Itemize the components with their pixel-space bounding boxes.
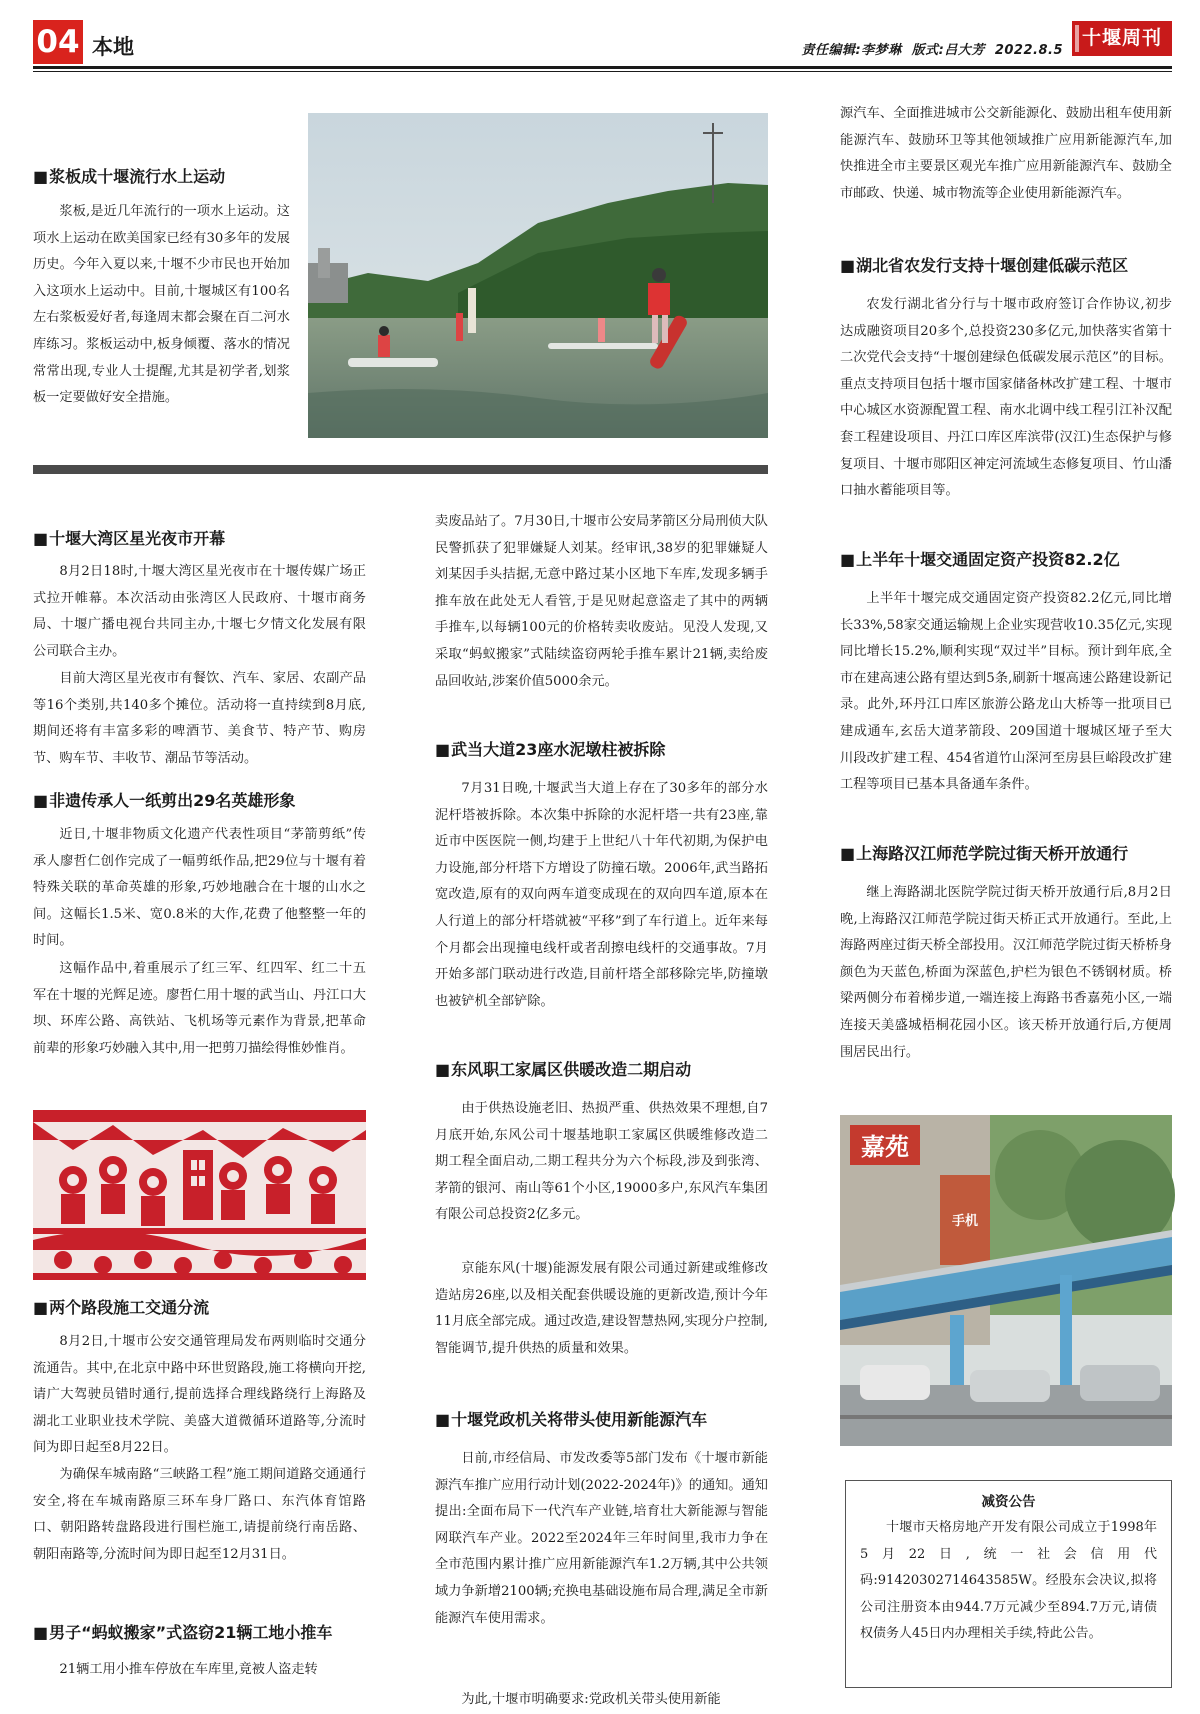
headline: ■ 上半年十堰交通固定资产投资82.2亿 xyxy=(840,548,1172,572)
article-heating xyxy=(435,1058,768,1391)
article-paddle xyxy=(33,165,290,439)
headline: ■ 男子“蚂蚁搬家”式盗窃21辆工地小推车 xyxy=(33,1621,366,1645)
body-text-2: 目前大湾区星光夜市有餐饮、汽车、家居、农副产品等16个类别,共140多个摊位。活动将一直持续到8月底,期间还将有丰富多彩的啤酒节、美食节、特产节、购房节、购车节、丰收节、潮品节等活动。 xyxy=(33,671,366,766)
body-text-1: 8月2日18时,十堰大湾区星光夜市在十堰传媒广场正式拉开帷幕。本次活动由张湾区人民政府、十堰市商务局、十堰广播电视台共同主办,十堰七夕情文化发展有限公司联合主办。 xyxy=(33,564,366,659)
body-text-2: 为此,十堰市明确要求:党政机关带头使用新能 xyxy=(461,1692,721,1707)
body-text-1: 8月2日,十堰市公安交通管理局发布两则临时交通分流通告。其中,在北京中路中环世贸路段,施工将横向开挖,请广大驾驶员错时通行,提前选择合理线路绕行上海路及湖北工业职业技术学院、美盛大道微循环道路等,分流时间为即日起至8月22日。 xyxy=(33,1334,366,1456)
notice-body: 十堰市天格房地产开发有限公司成立于1998年5月22日,统一社会信用代码:91420302714643585W。经股东会决议,拟将公司注册资本由944.7万元减少至894.7万元,请债权债务人45日内办理相关手续,特此公告。 xyxy=(860,1520,1157,1641)
publication-logo: 十堰周刊 xyxy=(1072,21,1172,56)
body-text-1: 近日,十堰非物质文化遗产代表性项目“茅箭剪纸”传承人廖哲仁创作完成了一幅剪纸作品,把29位与十堰有着特殊关联的革命英雄的形象,巧妙地融合在十堰的山水之间。这幅长1.5米、宽0.8米的大作,花费了他整整一年的时间。 xyxy=(33,827,366,949)
body-text: 7月31日晚,十堰武当大道上存在了30多年的部分水泥杆塔被拆除。本次集中拆除的水泥杆塔一共有23座,靠近市中医医院一侧,均建于上世纪八十年代初期,为保护电力设施,部分杆塔下方增设了防撞石墩。2006年,武当路拓宽改造,原有的双向两车道变成现在的双向四车道,原本在人行道上的部分杆塔就被“平移”到了车行道上。近年来每个月都会出现撞电线杆或者刮擦电线杆的交通事故。7月开始多部门联动进行改造,目前杆塔全部移除完毕,防撞墩也被铲机全部铲除。 xyxy=(435,781,768,1009)
body-text-1: 21辆工用小推车停放在车库里,竟被人盗走转 xyxy=(59,1662,318,1677)
headline: ■ 十堰党政机关将带头使用新能源汽车 xyxy=(435,1408,768,1432)
article-bridge xyxy=(840,842,1172,1095)
article-nev xyxy=(435,1408,768,1714)
bridge-sign-text-2: 手机 xyxy=(951,1214,979,1229)
body-text-2: 为确保车城南路“三峡路工程”施工期间道路交通通行安全,将在车城南路原三环车身厂路口、东汽体育馆路口、朝阳路转盘路段进行围栏施工,请提前绕行南岳路、朝阳南路等,分流时间为即日起至12月31日。 xyxy=(33,1467,366,1562)
papercut-artwork-photo xyxy=(33,1110,366,1280)
pedestrian-bridge-photo xyxy=(840,1115,1172,1446)
article-theft xyxy=(33,1621,366,1684)
credits xyxy=(791,39,1063,58)
article-investment xyxy=(840,548,1172,853)
body-text: 继上海路湖北医院学院过街天桥开放通行后,8月2日晚,上海路汉江师范学院过街天桥正式开放通行。至此,上海路两座过街天桥全部投用。汉江师范学院过街天桥桥身颜色为天蓝色,桥面为深蓝色,护栏为银色不锈钢材质。桥梁两侧分布着梯步道,一端连接上海路书香嘉苑小区,一端连接天美盛城梧桐花园小区。该天桥开放通行后,方便周围居民出行。 xyxy=(840,885,1172,1060)
body-text-cont: 源汽车、全面推进城市公交新能源化、鼓励出租车使用新能源汽车、鼓励环卫等其他领域推广应用新能源汽车,加快推进全市主要景区观光车推广应用新能源汽车、鼓励全市邮政、快递、城市物流等企业使用新能源汽车。 xyxy=(840,106,1172,201)
header-rule-thin xyxy=(33,71,1172,72)
page-number: 04 xyxy=(33,20,83,64)
layout-credit: 版式:吕大芳 xyxy=(911,43,985,58)
article-papercut xyxy=(33,789,366,1090)
paddleboard-photo xyxy=(308,113,768,438)
capital-reduction-notice xyxy=(845,1480,1172,1688)
article-nev-continued xyxy=(840,101,1172,236)
headline: ■ 两个路段施工交通分流 xyxy=(33,1296,366,1320)
body-text: 农发行湖北省分行与十堰市政府签订合作协议,初步达成融资项目20多个,总投资230多亿元,加快落实省第十二次党代会支持“十堰创建绿色低碳发展示范区”的目标。重点支持项目包括十堰市国家储备林改扩建工程、十堰市中心城区水资源配置工程、南水北调中线工程引江补汉配套工程建设项目、丹江口库区库滨带(汉江)生态保护与修复项目、十堰市郧阳区神定河流域生态修复项目、竹山潘口抽水蓄能项目等。 xyxy=(840,297,1172,499)
body-text: 浆板,是近几年流行的一项水上运动。这项水上运动在欧美国家已经有30多年的发展历史。今年入夏以来,十堰不少市民也开始加入这项水上运动中。目前,十堰城区有100名左右浆板爱好者,每逢周末都会聚在百二河水库练习。浆板运动中,板身倾覆、落水的情况常常出现,专业人士提醒,尤其是初学者,划浆板一定要做好安全措施。 xyxy=(33,204,290,406)
headline: ■ 十堰大湾区星光夜市开幕 xyxy=(33,527,366,551)
body-text: 上半年十堰完成交通固定资产投资82.2亿元,同比增长33%,58家交通运输规上企业实现营收10.35亿元,实现同比增长15.2%,顺利实现“双过半”目标。预计到年底,全市在建高速公路有望达到5条,刷新十堰高速公路建设新记录。此外,环丹江口库区旅游公路龙山大桥等一批项目已建成通车,玄岳大道茅箭段、209国道十堰城区垭子至大川段改扩建工程、454省道竹山深河至房县巨峪段改扩建工程等项目已基本具备通车条件。 xyxy=(840,591,1172,793)
masthead xyxy=(0,0,1200,70)
section-divider xyxy=(33,465,768,474)
headline: ■ 非遗传承人一纸剪出29名英雄形象 xyxy=(33,789,366,813)
article-night-market xyxy=(33,527,366,773)
body-text-1: 由于供热设施老旧、热损严重、供热效果不理想,自7月底开始,东风公司十堰基地职工家属区供暖维修改造二期工程全面启动,二期工程共分为六个标段,涉及到张湾、茅箭的银河、南山等61个小区,19000多户,东风汽车集团有限公司总投资2亿多元。 xyxy=(435,1101,768,1223)
editor-credit: 责任编辑:李梦琳 xyxy=(801,43,902,58)
article-towers xyxy=(435,738,768,1043)
notice-title: 减资公告 xyxy=(981,1494,1036,1510)
article-agri xyxy=(840,254,1172,532)
body-text-2: 京能东风(十堰)能源发展有限公司通过新建或维修改造站房26座,以及相关配套供暖设施的更新改造,预计今年11月底全部完成。通过改造,建设智慧热网,实现分户控制,智能调节,提升供热的质量和效果。 xyxy=(435,1261,768,1356)
body-text-2: 这幅作品中,着重展示了红三军、红四军、红二十五军在十堰的光辉足迹。廖哲仁用十堰的武当山、丹江口大坝、环库公路、高铁站、飞机场等元素作为背景,把革命前辈的形象巧妙融入其中,用一把剪刀描绘得惟妙惟肖。 xyxy=(33,961,366,1056)
section-name: 本地 xyxy=(92,35,134,59)
header-rule xyxy=(33,66,1172,69)
headline: ■ 东风职工家属区供暖改造二期启动 xyxy=(435,1058,768,1082)
article-traffic xyxy=(33,1296,366,1595)
issue-date: 2022.8.5 xyxy=(994,43,1063,58)
article-theft-continued xyxy=(435,509,768,724)
body-text-cont: 卖废品站了。7月30日,十堰市公安局茅箭区分局刑侦大队民警抓获了犯罪嫌疑人刘某。经审讯,38岁的犯罪嫌疑人刘某因手头拮据,无意中路过某小区地下车库,发现多辆手推车放在此处无人看管,于是见财起意盗走了其中的两辆手推车,以每辆100元的价格转卖收废站。见没人发现,又采取“蚂蚁搬家”式陆续盗窃两轮手推车累计21辆,卖给废品回收站,涉案价值5000余元。 xyxy=(435,514,768,689)
headline: ■ 武当大道23座水泥墩柱被拆除 xyxy=(435,738,768,762)
headline: ■ 湖北省农发行支持十堰创建低碳示范区 xyxy=(840,254,1172,278)
headline: ■ 浆板成十堰流行水上运动 xyxy=(33,165,290,189)
headline: ■ 上海路汉江师范学院过街天桥开放通行 xyxy=(840,842,1172,866)
body-text-1: 日前,市经信局、市发改委等5部门发布《十堰市新能源汽车推广应用行动计划(2022-2024年)》的通知。通知提出:全面布局下一代汽车产业链,培育壮大新能源与智能网联汽车产业。2022至2024年三年时间里,我市力争在全市范围内累计推广应用新能源汽车1.2万辆,其中公共领域力争新增2100辆;充换电基础设施布局合理,满足全市新能源汽车使用需求。 xyxy=(435,1451,768,1626)
bridge-sign-text: 嘉苑 xyxy=(861,1133,909,1161)
